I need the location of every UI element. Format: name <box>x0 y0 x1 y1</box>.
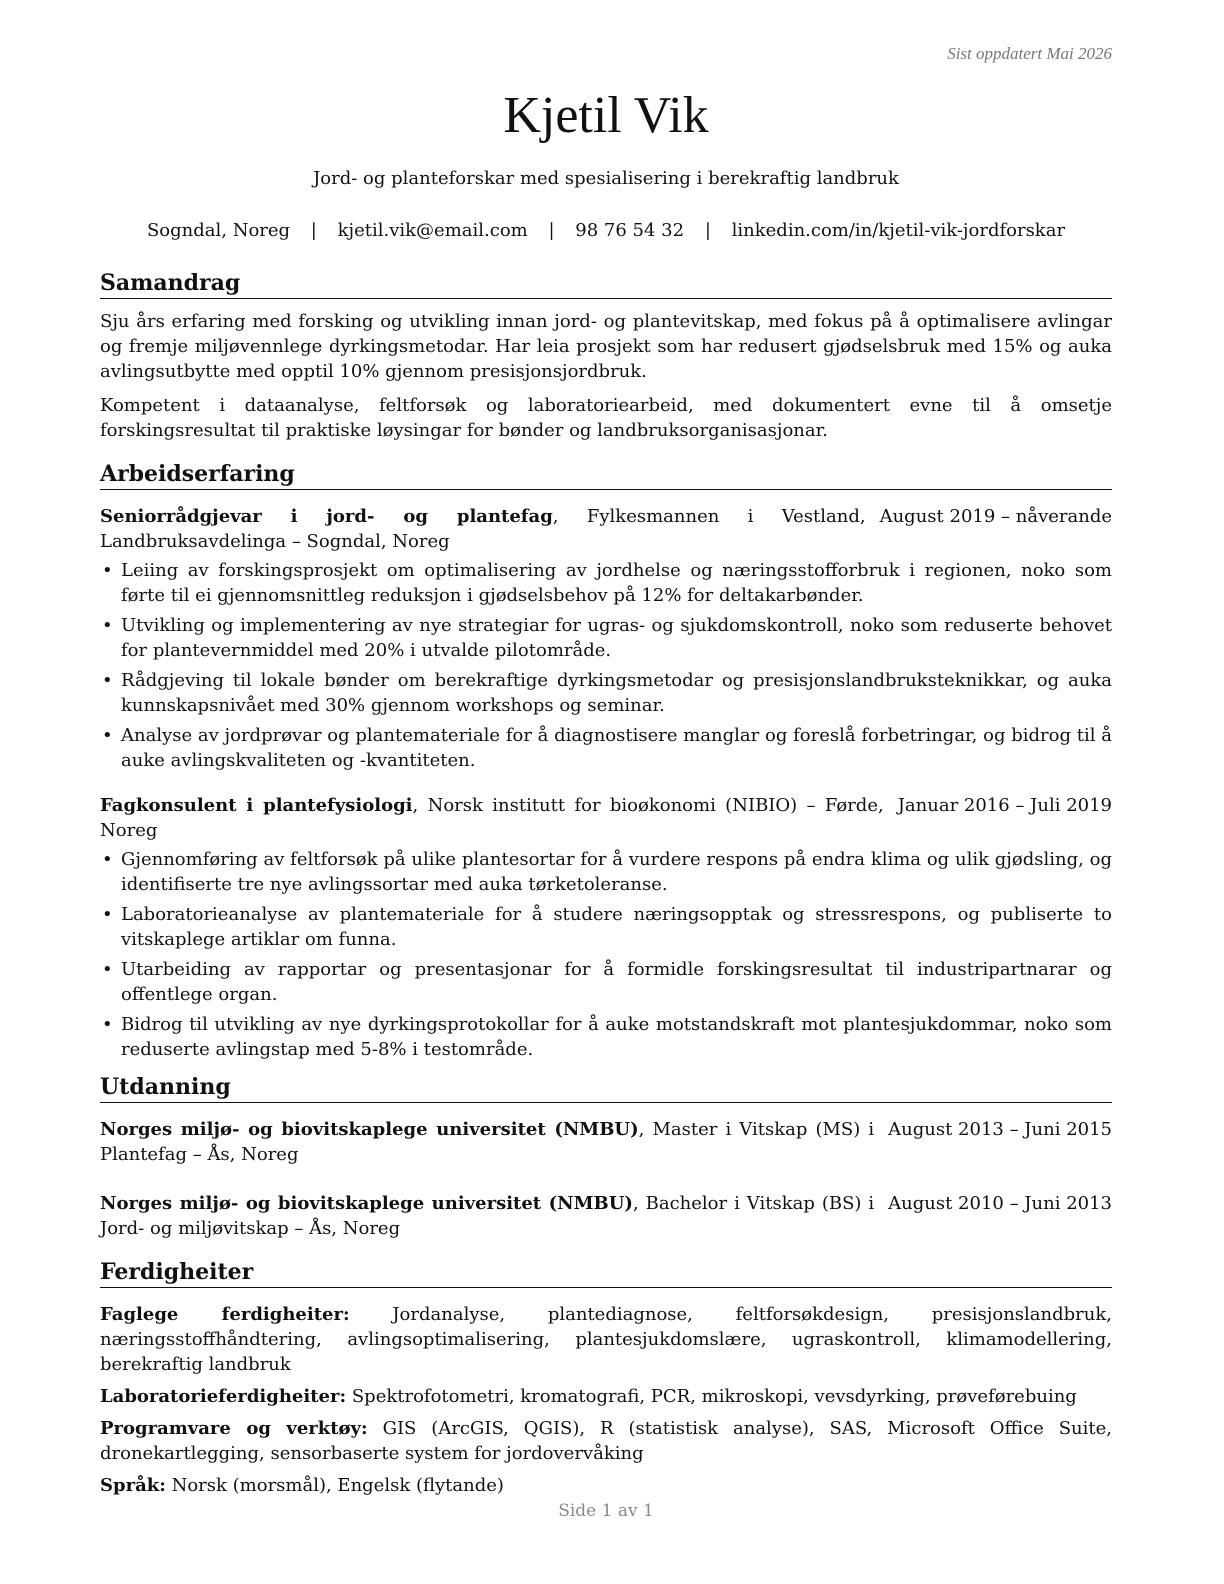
skill-line <box>100 1302 1112 1377</box>
skill-line <box>100 1416 1112 1466</box>
list-item: • Utarbeiding av rapportar og presentasjonar for å formidle forskingsresultat til industripartnarar og offentlege organ. <box>100 957 1112 1007</box>
skill-text: Spektrofotometri, kromatografi, PCR, mikroskopi, vevsdyrking, prøveførebuing <box>346 1386 1077 1407</box>
job-organisation: , Norsk institutt for bioøkonomi (NIBIO) – Førde, Noreg <box>100 795 884 841</box>
skill-text: Norsk (morsmål), Engelsk (flytande) <box>165 1475 504 1496</box>
summary-paragraph: Sju års erfaring med forsking og utvikling innan jord- og plantevitskap, med fokus på å optimalisere avlingar og fremje miljøvennlege dyrkingsmetodar. Har leia prosjekt som har redusert gjødselsbruk med 15% og auka avlingsutbytte med opptil 10% gjennom presisjonsjordbruk. <box>100 311 1112 382</box>
candidate-name: Kjetil Vik <box>503 87 709 144</box>
contact-linkedin[interactable]: linkedin.com/in/kjetil-vik-jordforskar <box>731 220 1066 241</box>
education-section <box>100 1072 1112 1241</box>
education-date: August 2013 – Juni 2015 <box>888 1119 1112 1140</box>
contact-separator: | <box>704 220 711 241</box>
section-heading: Arbeidserfaring <box>100 459 1112 490</box>
contact-separator: | <box>548 220 555 241</box>
job-date: August 2019 – nåverande <box>879 506 1112 527</box>
skill-label: Språk: <box>100 1475 166 1496</box>
education-detail: , Master i Vitskap (MS) i Plantefag – Ås, Noreg <box>100 1119 875 1165</box>
resume-content <box>100 268 1112 1498</box>
job-entry <box>100 504 1112 773</box>
skill-label: Programvare og verktøy: <box>100 1418 368 1439</box>
job-date: Januar 2016 – Juli 2019 <box>897 795 1112 816</box>
experience-section <box>100 459 1112 1062</box>
skills-section <box>100 1257 1112 1498</box>
summary-section <box>100 268 1112 443</box>
contact-separator: | <box>310 220 317 241</box>
education-entry <box>100 1191 1112 1241</box>
education-date: August 2010 – Juni 2013 <box>888 1193 1112 1214</box>
education-school: Norges miljø- og biovitskaplege universitet (NMBU) <box>100 1119 639 1140</box>
list-item: • Utvikling og implementering av nye strategiar for ugras- og sjukdomskontroll, noko som reduserte behovet for plantevernmiddel med 20% i utvalde pilotområde. <box>100 613 1112 663</box>
section-heading: Samandrag <box>100 268 1112 299</box>
education-entry <box>100 1117 1112 1167</box>
skill-label: Faglege ferdigheiter: <box>100 1304 350 1325</box>
page-number: Side 1 av 1 <box>558 1501 654 1521</box>
list-item: • Analyse av jordprøvar og plantemateriale for å diagnostisere manglar og foreslå forbetringar, og bidrog til å auke avlingskvaliteten og -kvantiteten. <box>100 723 1112 773</box>
section-heading: Utdanning <box>100 1072 1112 1103</box>
section-heading: Ferdigheiter <box>100 1257 1112 1288</box>
list-item: • Rådgjeving til lokale bønder om berekraftige dyrkingsmetodar og presisjonslandbruksteknikkar, og auka kunnskapsnivået med 30% gjennom workshops og seminar. <box>100 668 1112 718</box>
job-bullets <box>100 847 1112 1062</box>
skill-text: Jordanalyse, plantediagnose, feltforsøkdesign, presisjonslandbruk, næringsstoffhåndtering, avlingsoptimalisering, plantesjukdomslære, ugraskontroll, klimamodellering, berekraftig landbruk <box>100 1304 1112 1375</box>
contact-email[interactable]: kjetil.vik@email.com <box>337 220 528 241</box>
list-item: • Bidrog til utvikling av nye dyrkingsprotokollar for å auke motstandskraft mot plantesjukdommar, noko som reduserte avlingstap med 5-8% i testområde. <box>100 1012 1112 1062</box>
list-item: • Laboratorieanalyse av plantemateriale for å studere næringsopptak og stressrespons, og publiserte to vitskaplege artiklar om funna. <box>100 902 1112 952</box>
education-detail: , Bachelor i Vitskap (BS) i Jord- og miljøvitskap – Ås, Noreg <box>100 1193 875 1239</box>
skill-text: GIS (ArcGIS, QGIS), R (statistisk analyse), SAS, Microsoft Office Suite, dronekartlegging, sensorbaserte system for jordovervåking <box>100 1418 1112 1464</box>
job-title: Seniorrådgjevar i jord- og plantefag <box>100 506 553 527</box>
job-title: Fagkonsulent i plantefysiologi <box>100 795 413 816</box>
education-school: Norges miljø- og biovitskaplege universitet (NMBU) <box>100 1193 633 1214</box>
job-entry <box>100 793 1112 1062</box>
list-item: • Leiing av forskingsprosjekt om optimalisering av jordhelse og næringsstofforbruk i regionen, noko som førte til ei gjennomsnittleg reduksjon i gjødselsbehov på 12% for deltakarbønder. <box>100 558 1112 608</box>
contact-location: Sogndal, Noreg <box>146 220 291 241</box>
skill-label: Laboratorieferdigheiter: <box>100 1386 347 1407</box>
job-organisation: , Fylkesmannen i Vestland, Landbruksavdelinga – Sogndal, Noreg <box>100 506 866 552</box>
list-item: • Gjennomføring av feltforsøk på ulike plantesortar for å vurdere respons på endra klima og ulik gjødsling, og identifiserte tre nye avlingssortar med auka tørketoleranse. <box>100 847 1112 897</box>
contact-line <box>100 220 1112 241</box>
last-updated: Sist oppdatert Mai 2026 <box>947 44 1112 63</box>
skill-line <box>100 1384 1112 1409</box>
summary-paragraph: Kompetent i dataanalyse, feltforsøk og laboratoriearbeid, med dokumentert evne til å omsetje forskingsresultat til praktiske løysingar for bønder og landbruksorganisasjonar. <box>100 395 1112 441</box>
skill-line <box>100 1473 1112 1498</box>
job-bullets <box>100 558 1112 773</box>
contact-phone: 98 76 54 32 <box>575 220 685 241</box>
candidate-subtitle: Jord- og planteforskar med spesialisering i berekraftig landbruk <box>313 168 899 189</box>
